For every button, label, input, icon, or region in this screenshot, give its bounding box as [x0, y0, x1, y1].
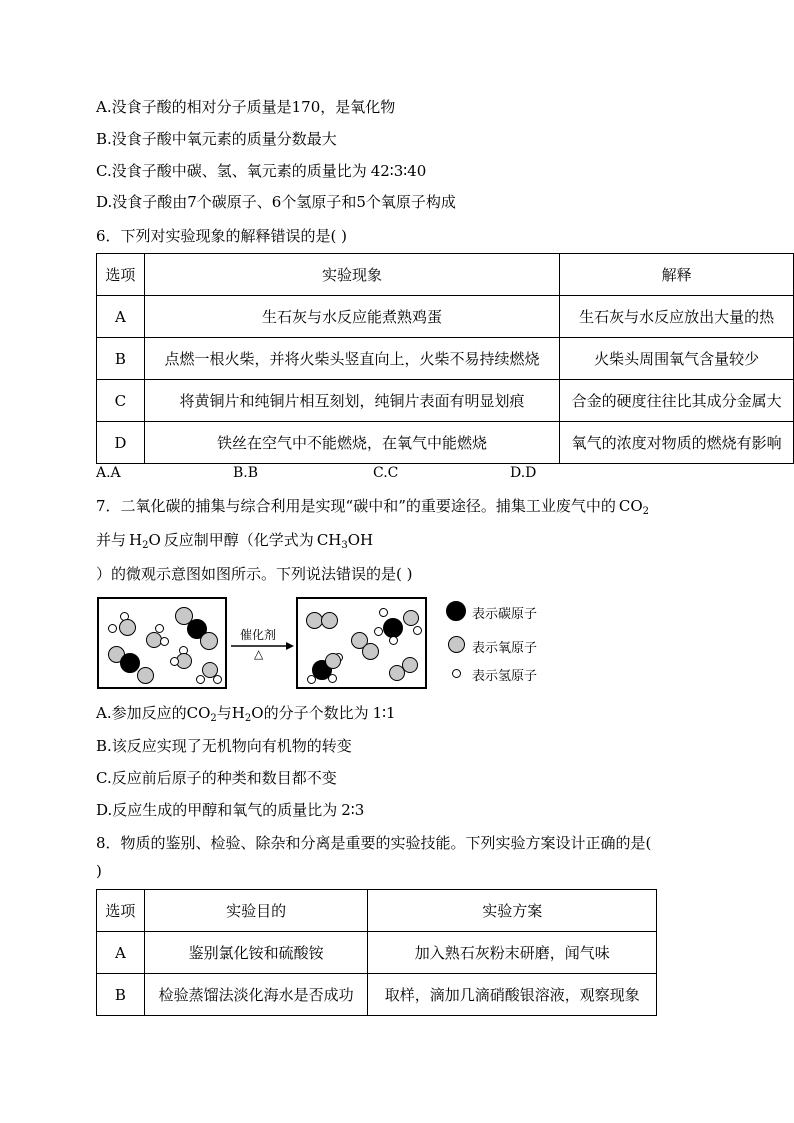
hydrogen-atom-icon	[452, 669, 461, 678]
table-header-row	[97, 254, 794, 296]
hydrogen-atom	[413, 626, 422, 635]
q5-option-c-ratio: 42∶3∶40	[370, 162, 427, 180]
row-explanation: 生石灰与水反应放出大量的热	[560, 296, 794, 338]
q7-stem-text2a: 并与	[96, 531, 127, 549]
methanol-subscript: 3	[341, 540, 348, 551]
carbon-atom	[120, 653, 140, 673]
table-row	[97, 380, 794, 422]
oxygen-atom	[119, 619, 136, 636]
q8-table	[96, 889, 657, 1016]
heat-symbol: △	[254, 647, 264, 661]
q6-option-b: B.B	[233, 465, 259, 481]
hydrogen-atom	[307, 675, 316, 684]
row-phenomenon: 生石灰与水反应能煮熟鸡蛋	[144, 296, 559, 338]
q5-option-c	[96, 161, 426, 181]
q7-stem-line3: ）的微观示意图如图所示。下列说法错误的是( )	[96, 565, 413, 583]
carbon-atom	[383, 618, 403, 638]
row-explanation: 火柴头周围氧气含量较少	[560, 338, 794, 380]
hydrogen-atom	[374, 627, 383, 636]
oxygen-atom-icon	[448, 636, 465, 653]
header-option: 选项	[97, 890, 145, 932]
q6-table	[96, 253, 794, 464]
table-row	[97, 932, 657, 974]
oxygen-atom	[402, 657, 418, 673]
legend-hydrogen	[446, 665, 556, 683]
q7-option-a	[96, 703, 396, 723]
h2o-formula-o: O	[148, 531, 161, 549]
q7-option-d-text: D.反应生成的甲醇和氧气的质量比为	[96, 801, 338, 819]
oxygen-atom	[362, 643, 379, 660]
oxygen-atom	[200, 632, 218, 650]
q7-stem-line1	[96, 496, 649, 516]
legend-oxygen-label: 表示氧原子	[472, 641, 538, 656]
table-header-row	[97, 890, 657, 932]
hydrogen-atom	[108, 624, 117, 633]
q7-stem-text2b: 反应制甲醇（化学式为	[163, 531, 314, 549]
q6-options	[96, 465, 696, 485]
q7-option-a-tail: 的分子个数比为	[263, 704, 369, 722]
header-plan: 实验方案	[368, 890, 657, 932]
q8-stem-line1: 8．物质的鉴别、检验、除杂和分离是重要的实验技能。下列实验方案设计正确的是(	[96, 834, 652, 852]
products-box	[296, 597, 427, 689]
legend-oxygen	[446, 635, 556, 655]
methanol-formula-b: OH	[347, 531, 374, 549]
row-explanation: 合金的硬度往往比其成分金属大	[560, 380, 794, 422]
header-explanation: 解释	[560, 254, 794, 296]
q6-option-a: A.A	[96, 465, 121, 481]
q6-option-c: C.C	[373, 465, 399, 481]
table-row	[97, 296, 794, 338]
h2o-subscript: 2	[244, 713, 252, 724]
legend-carbon-label: 表示碳原子	[472, 607, 538, 622]
table-row	[97, 422, 794, 464]
co2-formula: CO	[618, 497, 643, 515]
methanol-formula-a: CH	[316, 531, 342, 549]
oxygen-atom	[325, 653, 341, 669]
hydrogen-atom	[170, 657, 179, 666]
row-option: A	[97, 932, 145, 974]
h2o-formula-h: H	[129, 531, 143, 549]
q7-option-b: B.该反应实现了无机物向有机物的转变	[96, 737, 352, 755]
row-phenomenon: 点燃一根火柴，并将火柴头竖直向上，火柴不易持续燃烧	[144, 338, 559, 380]
catalyst-label: 催化剂	[240, 628, 277, 642]
row-option: B	[97, 338, 145, 380]
q7-option-d-ratio: 2∶3	[341, 801, 365, 819]
q7-option-a-text: A.参加反应的	[96, 704, 187, 722]
hydrogen-atom	[389, 636, 398, 645]
q7-option-c: C.反应前后原子的种类和数目都不变	[96, 769, 337, 787]
header-option: 选项	[97, 254, 145, 296]
q5-option-b: B.没食子酸中氧元素的质量分数最大	[96, 130, 337, 148]
hydrogen-atom	[196, 675, 205, 684]
hydrogen-atom	[160, 637, 169, 646]
q5-option-c-text: C.没食子酸中碳、氢、氧元素的质量比为	[96, 162, 367, 180]
oxygen-atom	[403, 610, 419, 626]
row-option: D	[97, 422, 145, 464]
oxygen-atom	[321, 612, 338, 629]
row-option: A	[97, 296, 145, 338]
h2o-formula-o: O	[251, 704, 264, 722]
co2-subscript: 2	[642, 506, 650, 517]
h2o-subscript: 2	[142, 540, 149, 551]
row-explanation: 氧气的浓度对物质的燃烧有影响	[560, 422, 794, 464]
row-plan: 加入熟石灰粉末研磨，闻气味	[368, 932, 657, 974]
table-row	[97, 338, 794, 380]
q6-option-d: D.D	[510, 465, 537, 481]
co2-formula: CO	[186, 704, 211, 722]
legend-hydrogen-label: 表示氢原子	[472, 669, 538, 684]
row-plan: 取样，滴加几滴硝酸银溶液，观察现象	[368, 974, 657, 1016]
q7-option-a-mid: 与	[216, 704, 232, 722]
hydrogen-atom	[213, 675, 222, 684]
legend-carbon	[446, 601, 556, 623]
table-row	[97, 974, 657, 1016]
co2-subscript: 2	[210, 713, 217, 724]
hydrogen-atom	[328, 674, 337, 683]
q8-stem-line2: )	[96, 862, 102, 880]
carbon-atom-icon	[446, 601, 466, 621]
reactants-box	[97, 597, 227, 689]
hydrogen-atom	[379, 608, 388, 617]
h2o-formula-h: H	[231, 704, 245, 722]
row-option: B	[97, 974, 145, 1016]
row-phenomenon: 铁丝在空气中不能燃烧，在氧气中能燃烧	[144, 422, 559, 464]
q5-option-a: A.没食子酸的相对分子质量是170，是氧化物	[96, 98, 396, 116]
q7-option-a-ratio: 1∶1	[372, 704, 396, 722]
header-phenomenon: 实验现象	[144, 254, 559, 296]
row-purpose: 检验蒸馏法淡化海水是否成功	[144, 974, 368, 1016]
q6-stem: 6．下列对实验现象的解释错误的是( )	[96, 227, 348, 245]
row-option: C	[97, 380, 145, 422]
row-purpose: 鉴别氯化铵和硫酸铵	[144, 932, 368, 974]
q7-stem-line2	[96, 530, 373, 550]
header-purpose: 实验目的	[144, 890, 368, 932]
oxygen-atom	[137, 667, 154, 684]
q5-option-d: D.没食子酸由7个碳原子、6个氢原子和5个氧原子构成	[96, 193, 456, 211]
q7-stem-text1: 7．二氧化碳的捕集与综合利用是实现“碳中和”的重要途径。捕集工业废气中的	[96, 497, 616, 515]
row-phenomenon: 将黄铜片和纯铜片相互刻划，纯铜片表面有明显划痕	[144, 380, 559, 422]
q7-option-d	[96, 800, 364, 820]
